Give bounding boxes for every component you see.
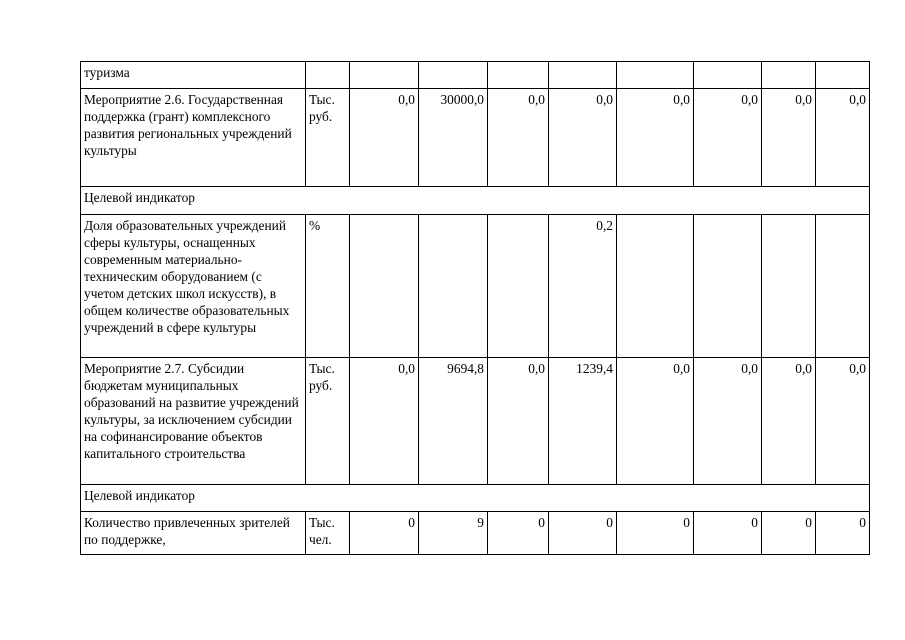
value-cell: 0,0 bbox=[762, 89, 816, 187]
row-name: Количество привлеченных зрителей по поддержке, bbox=[81, 512, 306, 555]
value-cell: 0,0 bbox=[617, 358, 694, 485]
value-cell bbox=[350, 62, 419, 89]
value-cell: 0,0 bbox=[816, 89, 870, 187]
value-cell bbox=[617, 62, 694, 89]
row-name: Мероприятие 2.6. Государственная поддержка (грант) комплексного развития региональных учреждений культуры bbox=[81, 89, 306, 187]
value-cell bbox=[762, 62, 816, 89]
value-cell: 0 bbox=[549, 512, 617, 555]
table-row bbox=[81, 358, 870, 485]
value-cell: 0,0 bbox=[816, 358, 870, 485]
row-unit: Тыс. чел. bbox=[306, 512, 350, 555]
value-cell: 0 bbox=[762, 512, 816, 555]
value-cell: 9694,8 bbox=[419, 358, 488, 485]
value-cell bbox=[419, 215, 488, 358]
value-cell: 0 bbox=[488, 512, 549, 555]
row-name: Доля образовательных учреждений сферы культуры, оснащенных современным материально-техническим оборудованием (с учетом детских школ искусств), в общем количестве образовательных учреждений в сфере культуры bbox=[81, 215, 306, 358]
row-unit: Тыс. руб. bbox=[306, 358, 350, 485]
value-cell: 30000,0 bbox=[419, 89, 488, 187]
value-cell bbox=[816, 62, 870, 89]
value-cell bbox=[694, 215, 762, 358]
row-name: туризма bbox=[81, 62, 306, 89]
value-cell bbox=[816, 215, 870, 358]
value-cell: 0,0 bbox=[762, 358, 816, 485]
value-cell: 0,0 bbox=[350, 358, 419, 485]
value-cell: 0,0 bbox=[350, 89, 419, 187]
value-cell: 0 bbox=[694, 512, 762, 555]
value-cell bbox=[488, 215, 549, 358]
value-cell: 0,0 bbox=[488, 89, 549, 187]
value-cell: 0 bbox=[816, 512, 870, 555]
table-row bbox=[81, 512, 870, 555]
value-cell bbox=[488, 62, 549, 89]
value-cell: 0,0 bbox=[549, 89, 617, 187]
table-row bbox=[81, 89, 870, 187]
value-cell: 9 bbox=[419, 512, 488, 555]
value-cell bbox=[350, 215, 419, 358]
value-cell bbox=[549, 62, 617, 89]
value-cell: 0,0 bbox=[694, 358, 762, 485]
row-unit bbox=[306, 62, 350, 89]
value-cell bbox=[617, 215, 694, 358]
table-row bbox=[81, 215, 870, 358]
value-cell: 0,0 bbox=[694, 89, 762, 187]
row-name: Мероприятие 2.7. Субсидии бюджетам муниципальных образований на развитие учреждений культуры, за исключением субсидии на софинансирование объектов капитального строительства bbox=[81, 358, 306, 485]
row-unit: % bbox=[306, 215, 350, 358]
value-cell: 0 bbox=[617, 512, 694, 555]
table-row bbox=[81, 62, 870, 89]
value-cell: 0,2 bbox=[549, 215, 617, 358]
section-heading: Целевой индикатор bbox=[81, 187, 870, 215]
value-cell: 0 bbox=[350, 512, 419, 555]
budget-table bbox=[80, 61, 870, 555]
value-cell bbox=[762, 215, 816, 358]
value-cell bbox=[694, 62, 762, 89]
value-cell bbox=[419, 62, 488, 89]
section-row bbox=[81, 485, 870, 512]
section-heading: Целевой индикатор bbox=[81, 485, 870, 512]
section-row bbox=[81, 187, 870, 215]
value-cell: 0,0 bbox=[488, 358, 549, 485]
row-unit: Тыс. руб. bbox=[306, 89, 350, 187]
value-cell: 1239,4 bbox=[549, 358, 617, 485]
value-cell: 0,0 bbox=[617, 89, 694, 187]
